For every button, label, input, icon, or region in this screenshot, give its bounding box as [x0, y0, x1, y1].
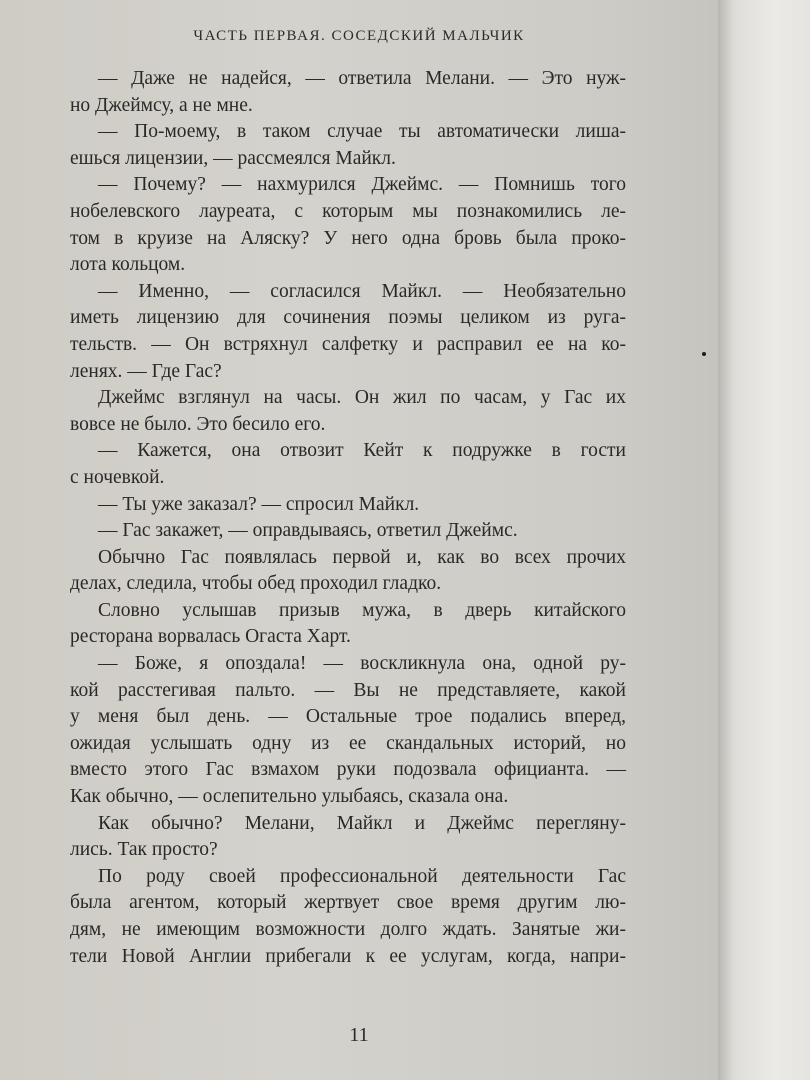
text-line: иметь лицензию для сочинения поэмы целиком из руга- [70, 307, 626, 329]
text-line: Как обычно? Мелани, Майкл и Джеймс перегляну- [98, 812, 626, 834]
text-line: Джеймс взглянул на часы. Он жил по часам, у Гас их [98, 387, 626, 409]
ink-speck [702, 352, 706, 356]
text-line: По роду своей профессиональной деятельности Гас [98, 865, 626, 887]
text-line: у меня был день. — Остальные трое подались вперед, [70, 706, 626, 728]
text-line: — Почему? — нахмурился Джеймс. — Помнишь того [98, 174, 626, 196]
text-line: делах, следила, чтобы обед проходил гладко. [70, 573, 442, 595]
page-edge-shadow [718, 0, 810, 1080]
text-line: — По-моему, в таком случае ты автоматически лиша- [98, 121, 626, 143]
text-line: ленях. — Где Гас? [70, 360, 222, 382]
text-line: с ночевкой. [70, 466, 165, 488]
text-line: кой расстегивая пальто. — Вы не представляете, какой [70, 679, 626, 701]
text-line: Как обычно, — ослепительно улыбаясь, сказала она. [70, 786, 509, 808]
text-line: том в круизе на Аляску? У него одна бровь была проко- [70, 227, 626, 249]
page-number: 11 [349, 1024, 369, 1046]
body-text [70, 66, 626, 970]
text-line: лись. Так просто? [70, 839, 218, 861]
text-line: лота кольцом. [70, 254, 186, 276]
text-line: была агентом, который жертвует свое время другим лю- [70, 892, 626, 914]
text-line: — Именно, — согласился Майкл. — Необязательно [98, 280, 626, 302]
text-line: — Даже не надейся, — ответила Мелани. — Это нуж- [98, 68, 626, 89]
text-line: но Джеймсу, а не мне. [70, 94, 253, 116]
text-line: — Кажется, она отвозит Кейт к подружке в гости [98, 440, 626, 462]
text-line: вовсе не было. Это бесило его. [70, 413, 326, 435]
text-line: — Ты уже заказал? — спросил Майкл. [98, 493, 420, 515]
text-line: ресторана ворвалась Огаста Харт. [70, 626, 351, 648]
running-header: ЧАСТЬ ПЕРВАЯ. СОСЕДСКИЙ МАЛЬЧИК [193, 28, 525, 44]
text-line: Словно услышав призыв мужа, в дверь китайского [98, 599, 626, 621]
text-line: — Боже, я опоздала! — воскликнула она, одной ру- [98, 653, 626, 675]
text-line: тельств. — Он встряхнул салфетку и расправил ее на ко- [70, 333, 626, 355]
text-line: ешься лицензии, — рассмеялся Майкл. [70, 147, 396, 169]
text-line: дям, не имеющим возможности долго ждать. Занятые жи- [70, 919, 626, 940]
text-line: ожидая услышать одну из ее скандальных историй, но [70, 732, 626, 754]
text-line: Обычно Гас появлялась первой и, как во всех прочих [98, 546, 626, 568]
text-line: — Гас закажет, — оправдываясь, ответил Джеймс. [98, 520, 518, 542]
text-line: тели Новой Англии прибегали к ее услугам, когда, напри- [70, 945, 626, 967]
text-line: нобелевского лауреата, с которым мы познакомились ле- [70, 200, 626, 222]
text-line: вместо этого Гас взмахом руки подозвала официанта. — [70, 759, 626, 781]
